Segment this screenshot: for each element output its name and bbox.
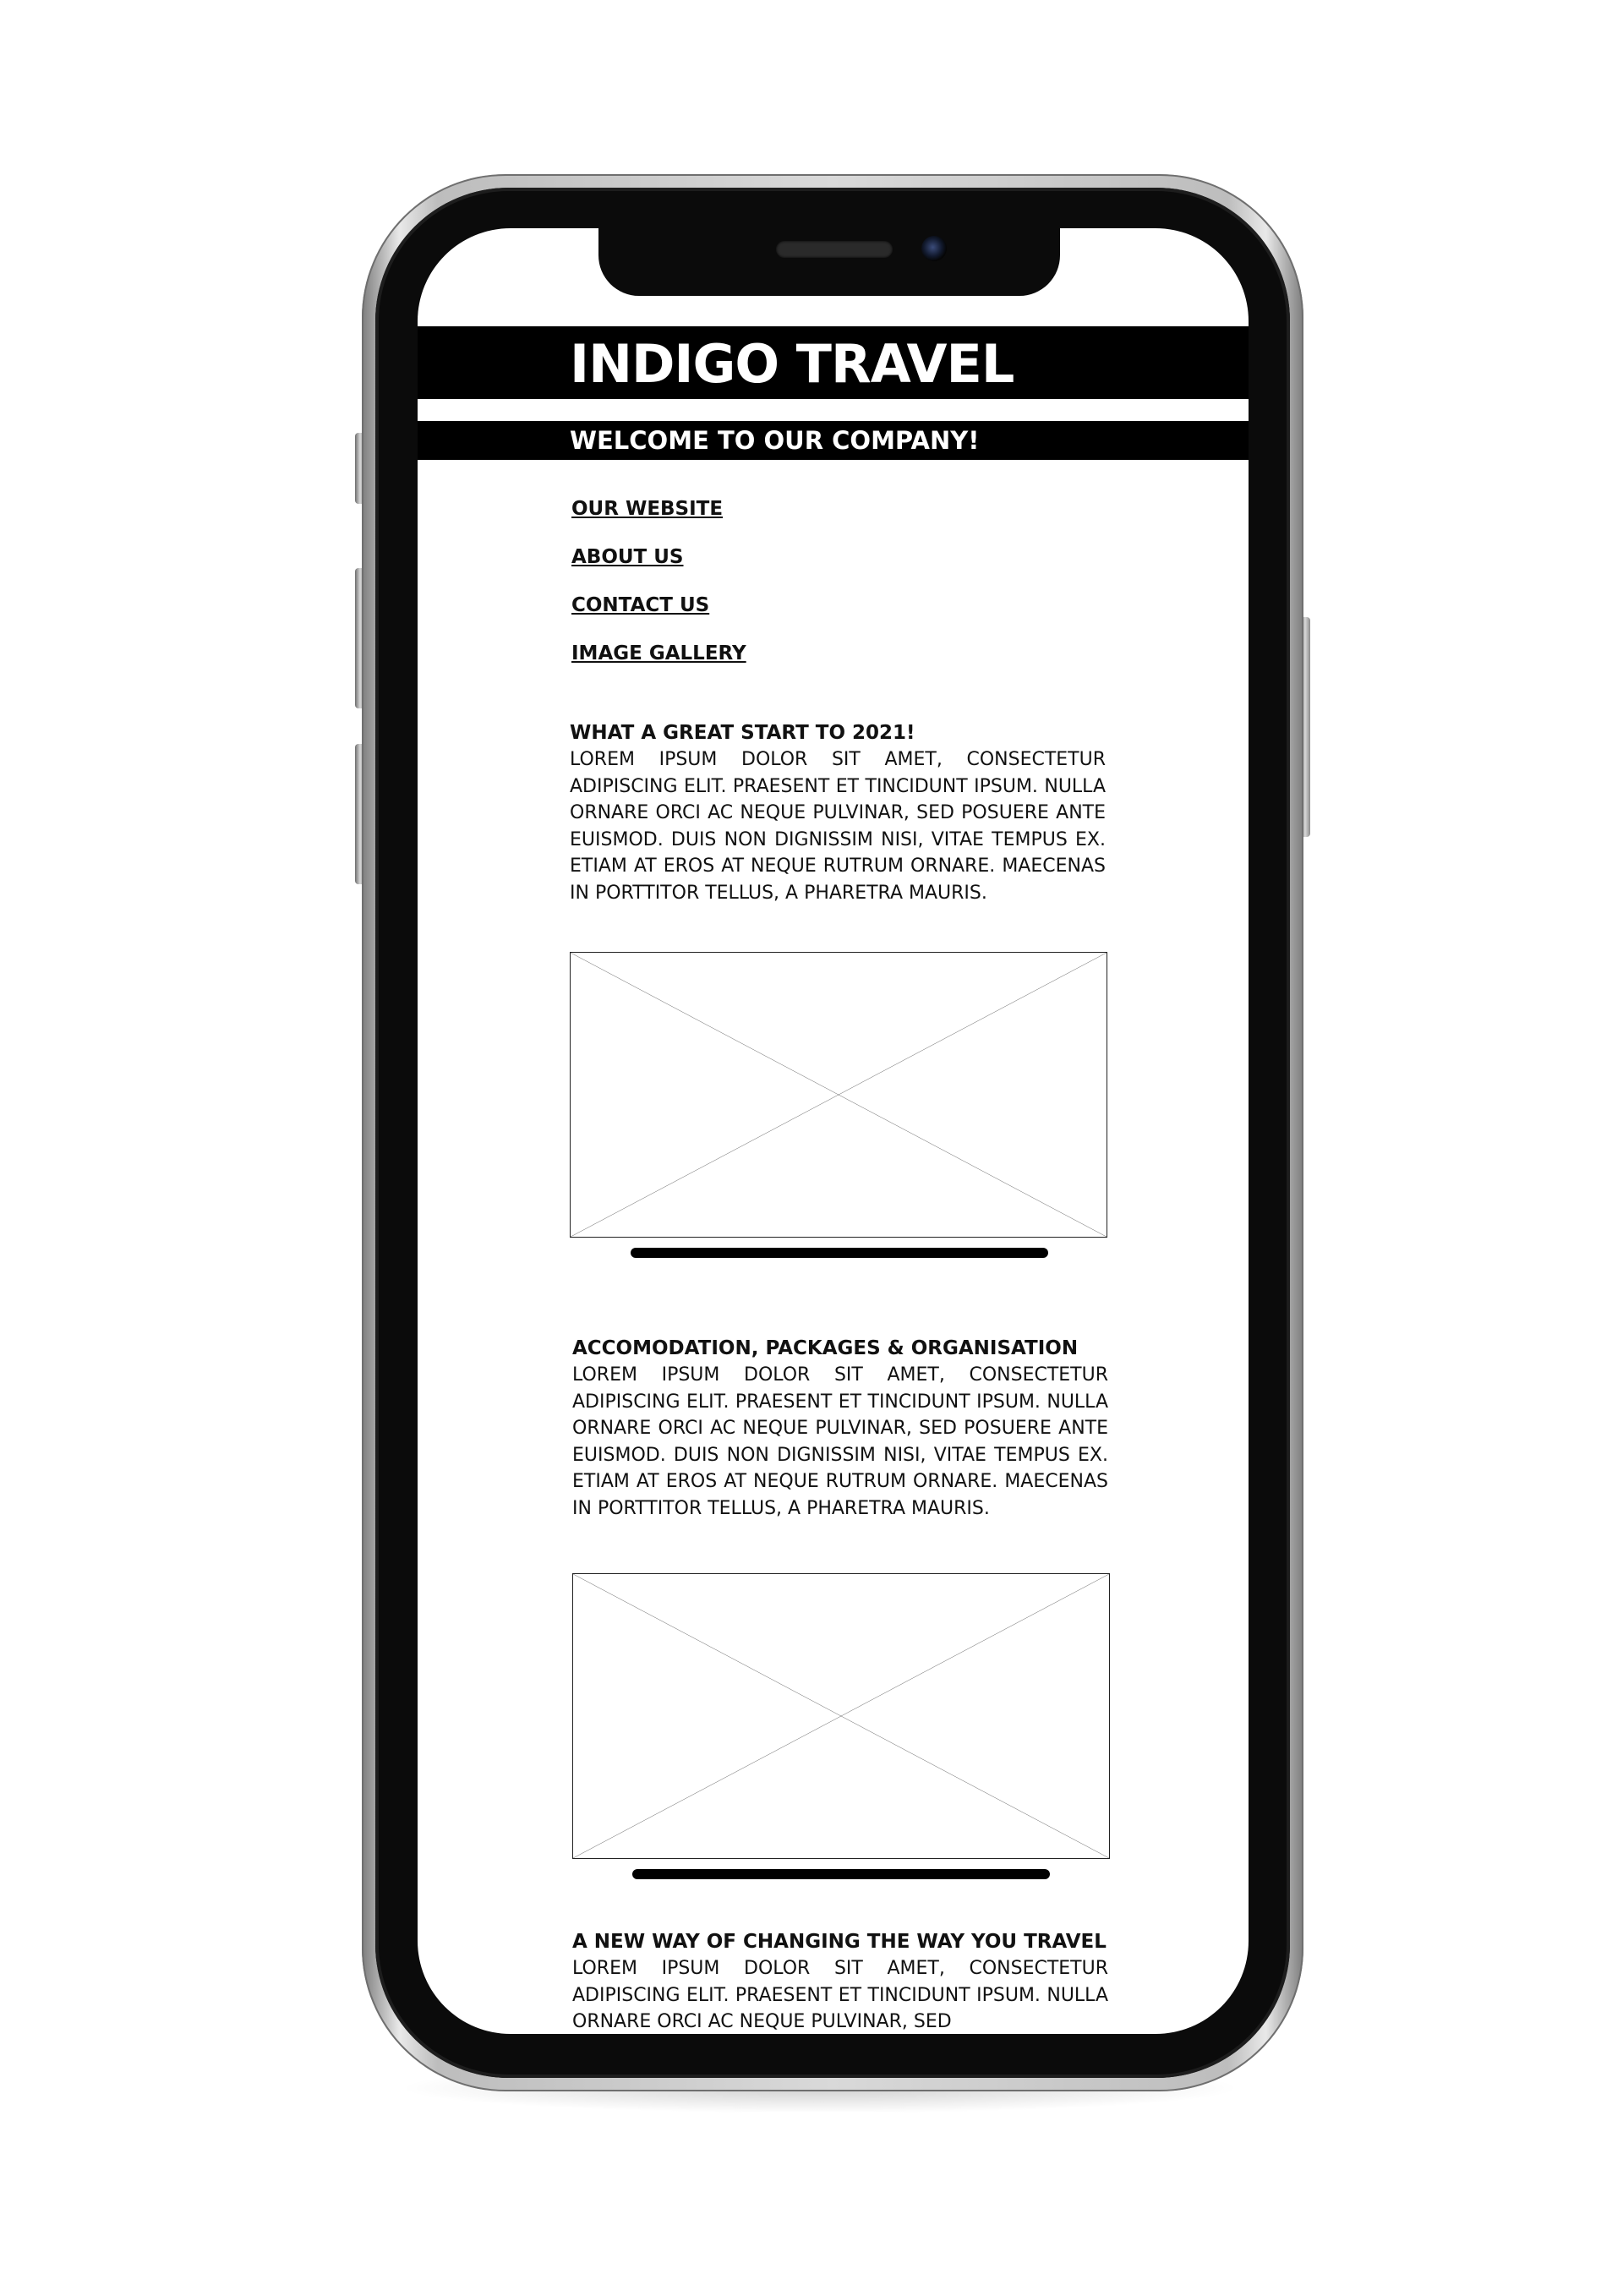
site-title: INDIGO TRAVEL (570, 333, 1014, 395)
article-body: LOREM IPSUM DOLOR SIT AMET, CONSECTETUR ADIPISCING ELIT. PRAESENT ET TINCIDUNT IPSUM. NULLA ORNARE ORCI AC NEQUE PULVINAR, SED (572, 1958, 1108, 2032)
article-heading: A NEW WAY OF CHANGING THE WAY YOU TRAVEL (572, 1931, 1107, 1953)
placeholder-cross (571, 953, 1107, 1237)
nav-link-our-website[interactable]: OUR WEBSITE (571, 498, 724, 520)
nav-link-image-gallery[interactable]: IMAGE GALLERY (571, 642, 746, 664)
front-camera-icon (921, 236, 947, 261)
phone-notch (598, 228, 1060, 296)
site-header (418, 326, 1249, 399)
article-body: LOREM IPSUM DOLOR SIT AMET, CONSECTETUR ADIPISCING ELIT. PRAESENT ET TINCIDUNT IPSUM. NULLA ORNARE ORCI AC NEQUE PULVINAR, SED POSUERE ANTE EUISMOD. DUIS NON DIGNISSIM NISI, VITAE TEMPUS EX. ETIAM AT EROS AT NEQUE RUTRUM ORNARE. MAECENAS IN PORTTITOR TELLUS, A PHARETRA MAURIS. (570, 749, 1106, 904)
phone-screen[interactable] (418, 228, 1249, 2034)
site-nav (571, 497, 746, 690)
welcome-text: WELCOME TO OUR COMPANY! (570, 426, 980, 455)
article-3 (572, 1929, 1108, 2034)
placeholder-cross (573, 1574, 1109, 1858)
article-body: LOREM IPSUM DOLOR SIT AMET, CONSECTETUR ADIPISCING ELIT. PRAESENT ET TINCIDUNT IPSUM. NULLA ORNARE ORCI AC NEQUE PULVINAR, SED POSUERE ANTE EUISMOD. DUIS NON DIGNISSIM NISI, VITAE TEMPUS EX. ETIAM AT EROS AT NEQUE RUTRUM ORNARE. MAECENAS IN PORTTITOR TELLUS, A PHARETRA MAURIS. (572, 1364, 1108, 1519)
article-heading: ACCOMODATION, PACKAGES & ORGANISATION (572, 1337, 1079, 1359)
welcome-banner (418, 421, 1249, 460)
article-2 (572, 1336, 1108, 1522)
article-1 (570, 720, 1106, 906)
nav-link-about-us[interactable]: ABOUT US (571, 546, 684, 568)
article-heading: WHAT A GREAT START TO 2021! (570, 722, 915, 744)
nav-link-contact-us[interactable]: CONTACT US (571, 594, 710, 616)
image-placeholder-icon (570, 952, 1107, 1238)
speaker-grille (776, 241, 893, 258)
section-divider (632, 1869, 1050, 1879)
image-placeholder-icon (572, 1573, 1110, 1859)
section-divider (631, 1248, 1048, 1258)
